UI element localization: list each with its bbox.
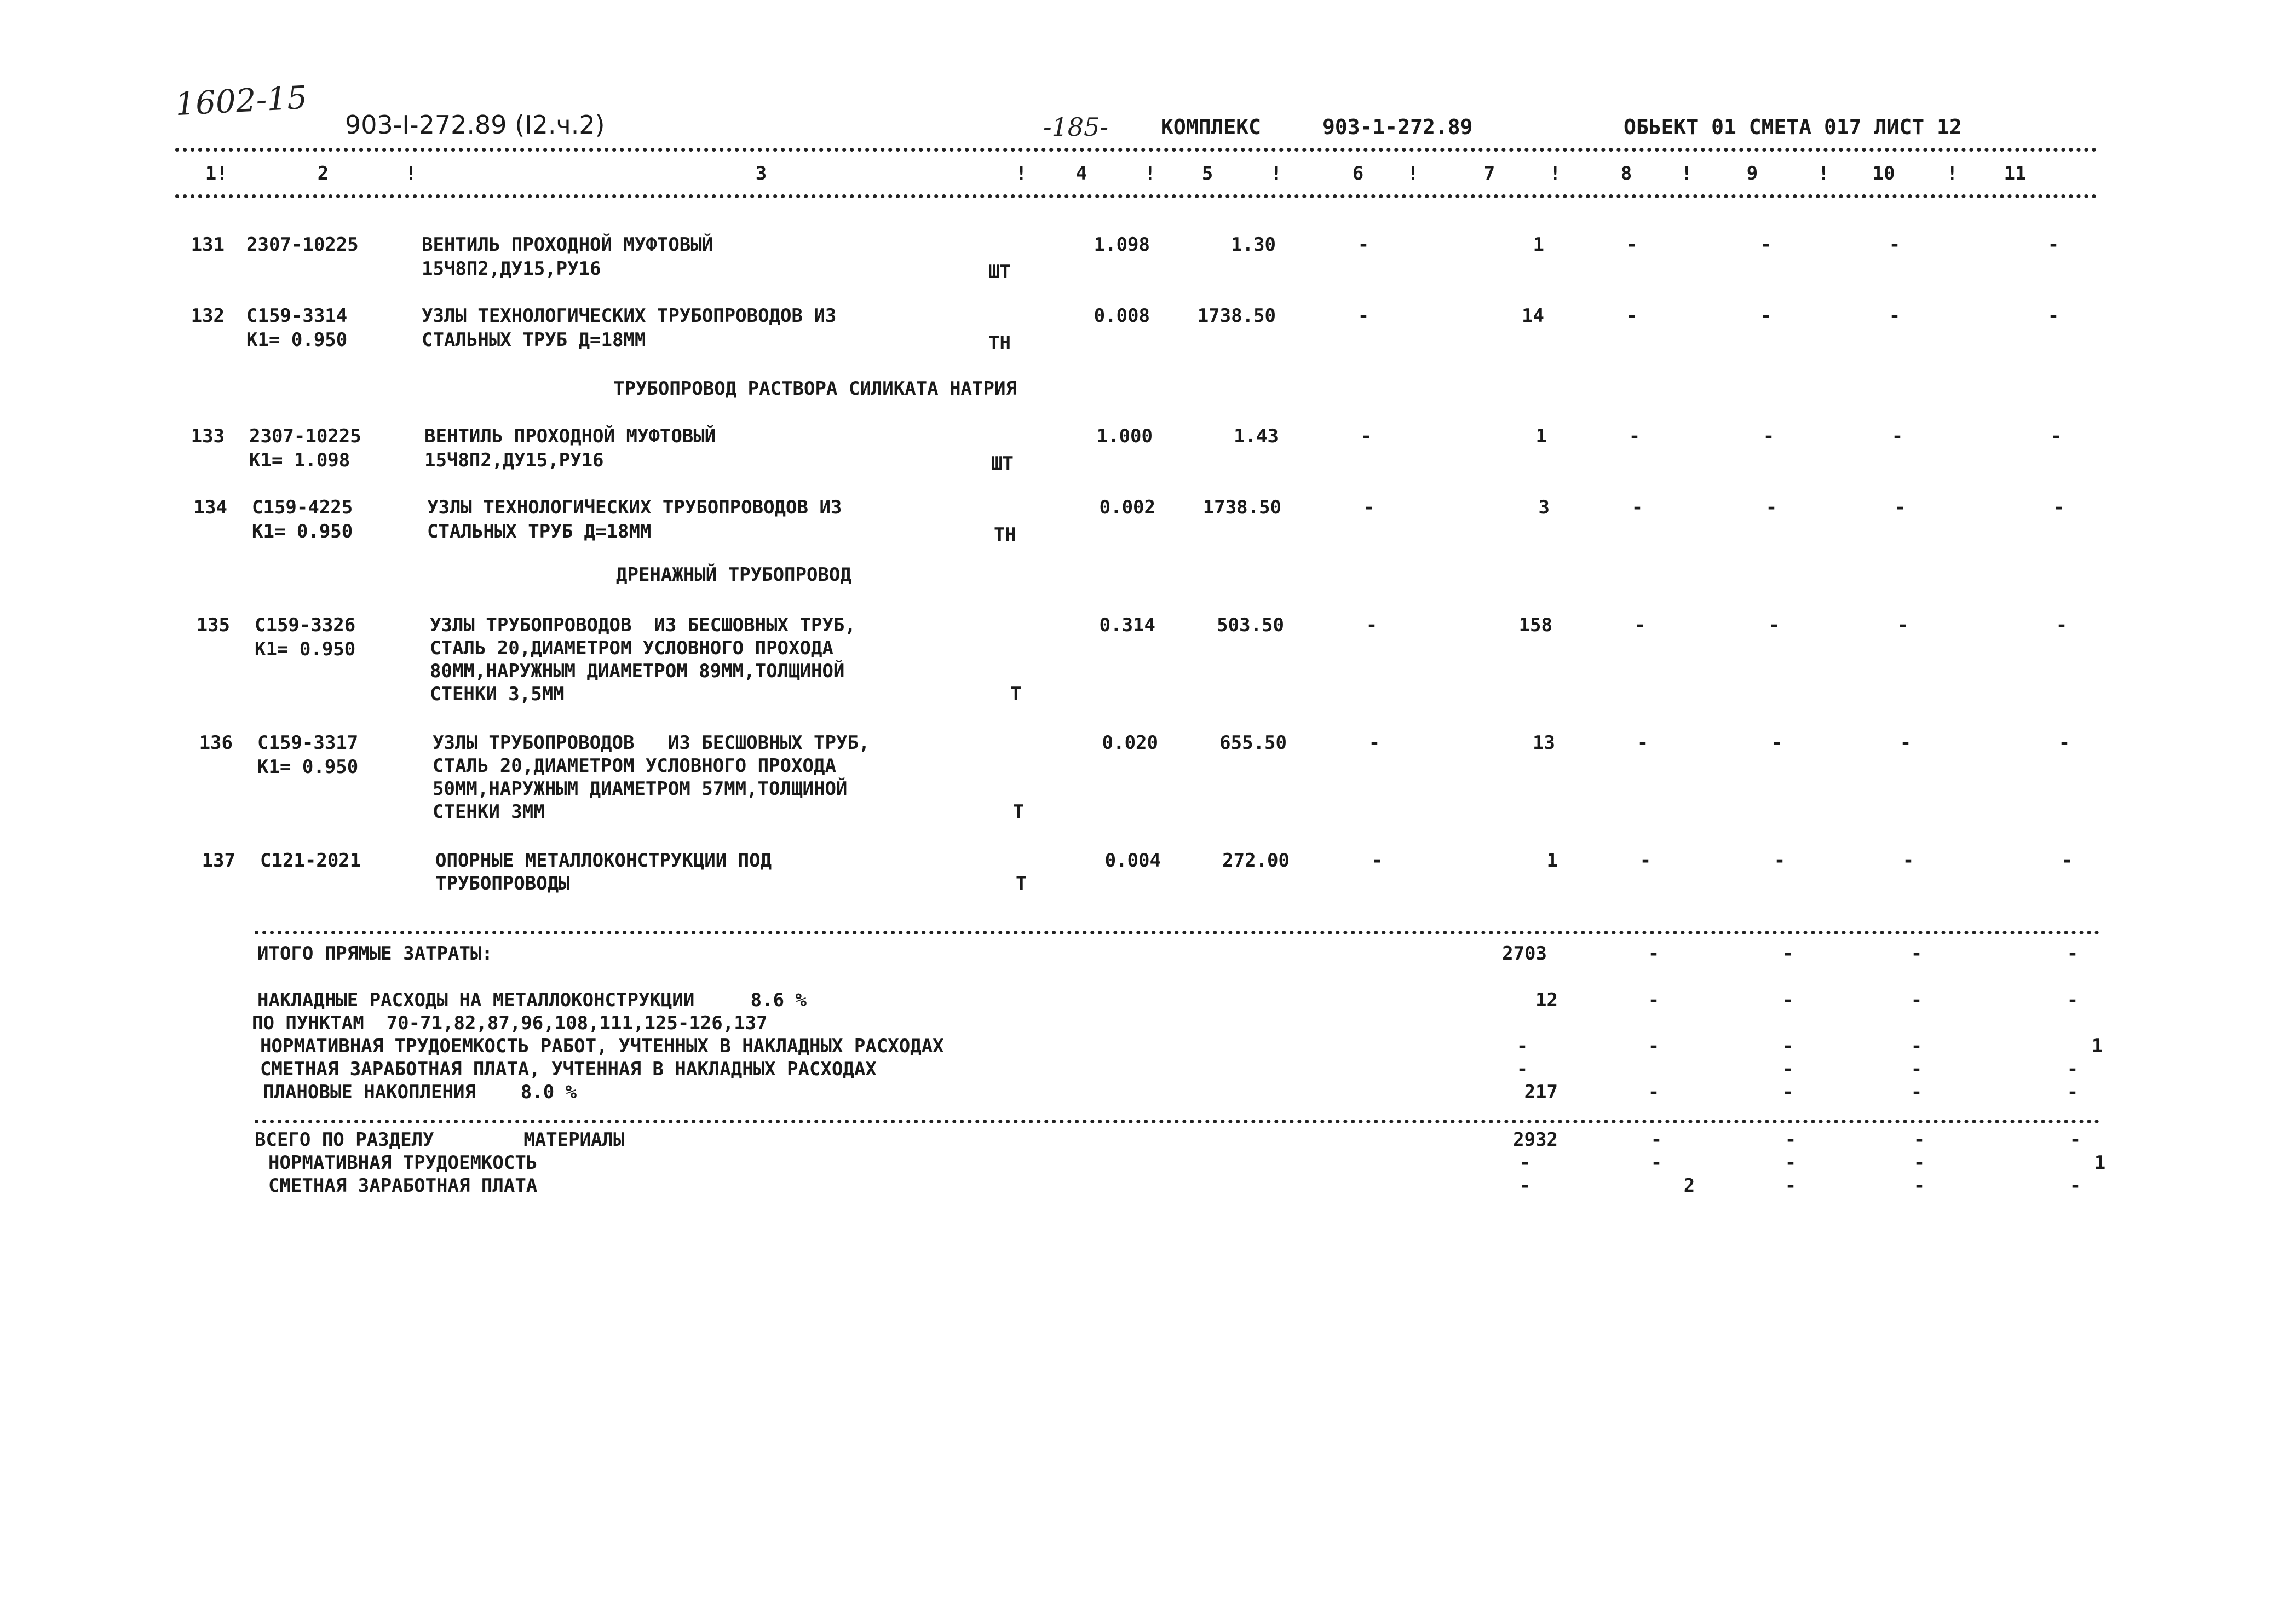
row-col7: 3 [1538,497,1550,518]
total-value: 2932 [1513,1129,1558,1151]
total-col11: - [2069,1129,2081,1151]
row-number: 137 [202,850,235,872]
row-col11: - [2056,614,2068,636]
row-code: С121-2021 [260,850,361,872]
col-header-1: 1 [205,163,217,184]
total-labor-label: НОРМАТИВНАЯ ТРУДОЕМКОСТЬ [268,1152,538,1174]
row-unit: ШТ [988,261,1011,283]
row-col9: - [1771,732,1783,754]
row-col5: 1.43 [1234,425,1279,447]
row-col5: 1738.50 [1202,497,1281,518]
object-reference: ОБЬЕКТ 01 СМЕТА 017 ЛИСТ 12 [1624,115,1962,139]
row-unit: Т [1010,683,1022,705]
row-col8: - [1626,305,1638,327]
row-number: 134 [193,497,227,518]
savings-col8: - [1648,1081,1660,1103]
row-col11: - [2047,305,2059,327]
row-number: 136 [199,732,233,754]
row-col6: - [1368,732,1380,754]
row-col4: 0.008 [1094,305,1150,327]
row-col4: 0.314 [1099,614,1155,636]
total-label: ВСЕГО ПО РАЗДЕЛУ МАТЕРИАЛЫ [255,1129,625,1151]
row-description: УЗЛЫ ТРУБОПРОВОДОВ ИЗ БЕСШОВНЫХ ТРУБ, [433,732,870,754]
row-coefficient: К1= 0.950 [255,638,356,660]
total-labor-col9: - [1785,1152,1797,1174]
row-code: 2307-10225 [246,234,359,256]
document-code: 903-I-272.89 (I2.ч.2) [345,110,605,140]
col-header-6: 6 [1352,163,1364,184]
row-col6: - [1366,614,1378,636]
row-col10: - [1900,732,1912,754]
col-separator: ! [1407,163,1419,184]
row-col10: - [1889,305,1901,327]
total-col8: - [1650,1129,1662,1151]
row-unit: Т [1016,873,1027,895]
savings-label: ПЛАНОВЫЕ НАКОПЛЕНИЯ 8.0 % [263,1081,577,1103]
row-col4: 0.020 [1102,732,1158,754]
row-col9: - [1765,497,1777,518]
col-separator: ! [1681,163,1693,184]
row-unit: Т [1013,801,1025,823]
col-separator: ! [1947,163,1958,184]
total-labor-col11: 1 [2094,1152,2106,1174]
row-col8: - [1629,425,1641,447]
total-labor-col7: - [1519,1152,1531,1174]
row-code: С159-3314 [246,305,348,327]
row-description: СТЕНКИ 3ММ [433,801,545,823]
row-code: С159-3326 [255,614,356,636]
section-title: ДРЕНАЖНЫЙ ТРУБОПРОВОД [616,564,851,586]
page-mark: -185- [1043,112,1108,142]
row-description: СТАЛЬНЫХ ТРУБ Д=18ММ [427,521,652,543]
row-description: ВЕНТИЛЬ ПРОХОДНОЙ МУФТОВЫЙ [422,234,713,256]
savings-col9: - [1782,1081,1794,1103]
wage-col10: - [1911,1058,1923,1080]
row-code: 2307-10225 [249,425,361,447]
labor-col7: - [1516,1035,1528,1057]
row-col10: - [1894,497,1906,518]
savings-value: 217 [1524,1081,1558,1103]
wage-col9: - [1782,1058,1794,1080]
row-col8: - [1626,234,1638,256]
total-wage-col10: - [1913,1175,1925,1197]
row-col10: - [1889,234,1901,256]
row-description: ТРУБОПРОВОДЫ [435,873,570,895]
row-col9: - [1760,305,1772,327]
row-col10: - [1897,614,1909,636]
labor-label: НОРМАТИВНАЯ ТРУДОЕМКОСТЬ РАБОТ, УЧТЕННЫХ В НАКЛАДНЫХ РАСХОДАХ [260,1035,944,1057]
row-col7: 1 [1533,234,1544,256]
row-col6: - [1357,234,1369,256]
row-unit: ШТ [991,453,1014,475]
row-description: ОПОРНЫЕ МЕТАЛЛОКОНСТРУКЦИИ ПОД [435,850,772,872]
col-separator: ! [1550,163,1561,184]
direct-costs-col10: - [1911,943,1923,965]
col-header-10: 10 [1872,163,1895,184]
wage-col11: - [2067,1058,2079,1080]
row-description: УЗЛЫ ТРУБОПРОВОДОВ ИЗ БЕСШОВНЫХ ТРУБ, [430,614,856,636]
row-code: С159-3317 [257,732,359,754]
row-col4: 0.004 [1104,850,1161,872]
total-wage-col8: 2 [1683,1175,1695,1197]
row-col11: - [2058,732,2070,754]
row-col6: - [1357,305,1369,327]
total-wage-col7: - [1519,1175,1531,1197]
row-col11: - [2047,234,2059,256]
total-rule [255,1120,2100,1123]
row-number: 132 [191,305,225,327]
col-header-9: 9 [1746,163,1758,184]
row-col11: - [2053,497,2065,518]
wage-label: СМЕТНАЯ ЗАРАБОТНАЯ ПЛАТА, УЧТЕННАЯ В НАКЛАДНЫХ РАСХОДАХ [260,1058,877,1080]
row-col4: 0.002 [1099,497,1155,518]
row-description: 50ММ,НАРУЖНЫМ ДИАМЕТРОМ 57ММ,ТОЛЩИНОЙ [433,778,848,800]
total-wage-col9: - [1785,1175,1797,1197]
row-col7: 158 [1518,614,1552,636]
total-wage-label: СМЕТНАЯ ЗАРАБОТНАЯ ПЛАТА [268,1175,538,1197]
row-description: ВЕНТИЛЬ ПРОХОДНОЙ МУФТОВЫЙ [424,425,716,447]
summary-rule [255,931,2100,934]
row-col11: - [2061,850,2073,872]
direct-costs-col9: - [1782,943,1794,965]
overhead-label: НАКЛАДНЫЕ РАСХОДЫ НА МЕТАЛЛОКОНСТРУКЦИИ 8.6 % [257,989,807,1011]
row-code: С159-4225 [252,497,353,518]
overhead-col9: - [1782,989,1794,1011]
total-col9: - [1785,1129,1797,1151]
header-rule-top [175,148,2097,152]
row-col5: 503.50 [1217,614,1284,636]
row-description: УЗЛЫ ТЕХНОЛОГИЧЕСКИХ ТРУБОПРОВОДОВ ИЗ [422,305,837,327]
header-rule-bottom [175,194,2097,198]
row-col11: - [2050,425,2062,447]
row-coefficient: К1= 0.950 [252,521,353,543]
labor-col9: - [1782,1035,1794,1057]
col-header-2: 2 [317,163,329,184]
complex-code: 903-1-272.89 [1322,115,1473,139]
row-col5: 1.30 [1231,234,1276,256]
row-description: СТАЛЬ 20,ДИАМЕТРОМ УСЛОВНОГО ПРОХОДА [430,637,833,659]
row-col10: - [1902,850,1914,872]
direct-costs-value: 2703 [1502,943,1547,965]
row-col7: 1 [1535,425,1547,447]
wage-col7: - [1516,1058,1528,1080]
savings-col10: - [1911,1081,1923,1103]
row-col10: - [1891,425,1903,447]
direct-costs-label: ИТОГО ПРЯМЫЕ ЗАТРАТЫ: [257,943,493,965]
row-col9: - [1774,850,1786,872]
row-coefficient: К1= 0.950 [246,329,348,351]
overhead-col10: - [1911,989,1923,1011]
row-unit: ТН [994,524,1016,546]
row-description: 80ММ,НАРУЖНЫМ ДИАМЕТРОМ 89ММ,ТОЛЩИНОЙ [430,660,845,682]
row-col7: 1 [1546,850,1558,872]
col-header-5: 5 [1201,163,1213,184]
row-col8: - [1631,497,1643,518]
row-col5: 655.50 [1219,732,1287,754]
row-coefficient: К1= 1.098 [249,449,350,471]
row-description: СТЕНКИ 3,5ММ [430,683,565,705]
col-separator: ! [405,163,417,184]
row-number: 133 [191,425,225,447]
complex-label: КОМПЛЕКС [1161,115,1262,139]
overhead-col11: - [2067,989,2079,1011]
row-col6: - [1371,850,1383,872]
labor-col10: - [1911,1035,1923,1057]
row-number: 131 [191,234,225,256]
direct-costs-col8: - [1648,943,1660,965]
total-labor-col10: - [1913,1152,1925,1174]
col-separator: ! [1144,163,1156,184]
row-col9: - [1763,425,1775,447]
row-col4: 1.000 [1096,425,1153,447]
direct-costs-col11: - [2067,943,2079,965]
row-number: 135 [196,614,230,636]
handwritten-note: 1602-15 [174,78,308,123]
section-title: ТРУБОПРОВОД РАСТВОРА СИЛИКАТА НАТРИЯ [613,378,1017,400]
row-col5: 1738.50 [1197,305,1276,327]
col-separator: ! [1818,163,1829,184]
overhead-col8: - [1648,989,1660,1011]
row-col9: - [1768,614,1780,636]
savings-col11: - [2067,1081,2079,1103]
labor-col11: 1 [2091,1035,2103,1057]
col-separator: ! [1270,163,1282,184]
col-header-8: 8 [1620,163,1632,184]
labor-col8: - [1648,1035,1660,1057]
col-header-4: 4 [1075,163,1087,184]
row-description: СТАЛЬ 20,ДИАМЕТРОМ УСЛОВНОГО ПРОХОДА [433,755,836,777]
col-separators: ! [216,163,228,184]
row-col9: - [1760,234,1772,256]
row-col5: 272.00 [1222,850,1290,872]
overhead-items: ПО ПУНКТАМ 70-71,82,87,96,108,111,125-126,137 [252,1012,768,1034]
row-col6: - [1360,425,1372,447]
total-labor-col8: - [1650,1152,1662,1174]
row-col8: - [1639,850,1651,872]
row-unit: ТН [988,332,1011,354]
row-col8: - [1634,614,1646,636]
row-description: 15Ч8П2,ДУ15,РУ16 [424,449,604,471]
row-col6: - [1363,497,1375,518]
col-separator: ! [1016,163,1027,184]
total-col10: - [1913,1129,1925,1151]
col-header-3: 3 [755,163,767,184]
row-description: 15Ч8П2,ДУ15,РУ16 [422,258,601,280]
row-description: УЗЛЫ ТЕХНОЛОГИЧЕСКИХ ТРУБОПРОВОДОВ ИЗ [427,497,842,518]
row-description: СТАЛЬНЫХ ТРУБ Д=18ММ [422,329,646,351]
total-wage-col11: - [2069,1175,2081,1197]
col-header-11: 11 [2004,163,2027,184]
row-col7: 13 [1533,732,1555,754]
row-col4: 1.098 [1094,234,1150,256]
overhead-value: 12 [1535,989,1558,1011]
row-coefficient: К1= 0.950 [257,756,359,778]
col-header-7: 7 [1483,163,1495,184]
row-col7: 14 [1522,305,1544,327]
row-col8: - [1637,732,1649,754]
